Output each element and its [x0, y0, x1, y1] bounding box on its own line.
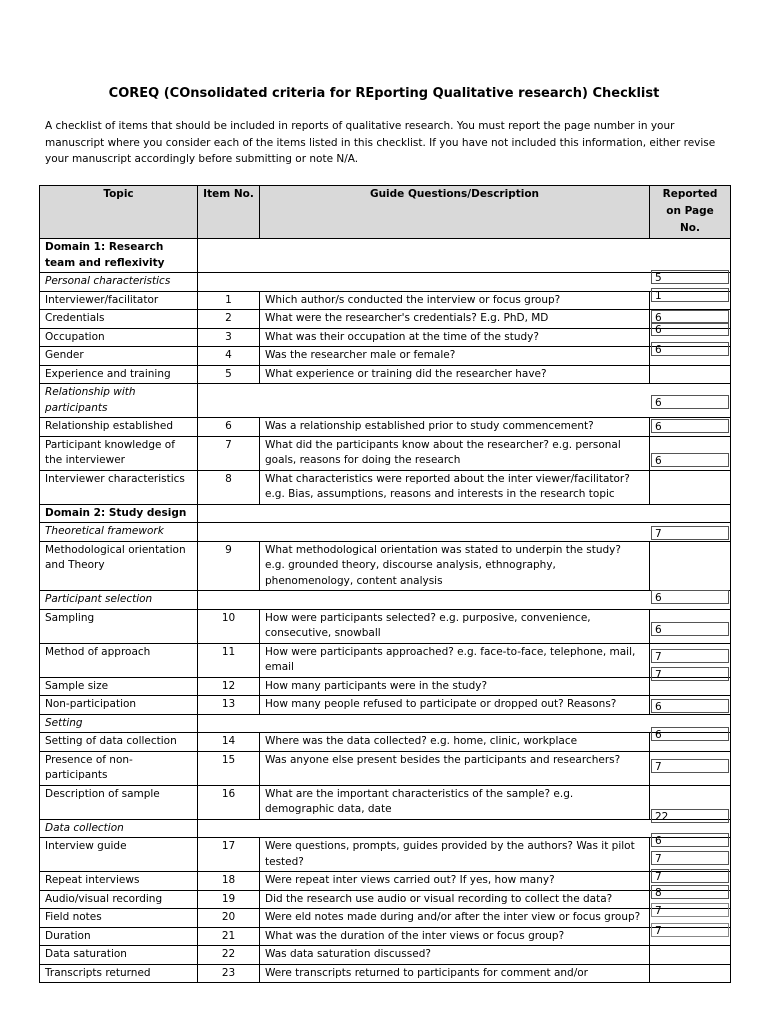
page-number-entry[interactable]: 5 — [651, 270, 729, 284]
page-number-entry[interactable]: 7 — [651, 759, 729, 773]
row-guide-question: Was a relationship established prior to study commencement? — [260, 418, 650, 437]
subsection-heading-row — [40, 819, 731, 838]
table-row — [40, 310, 731, 329]
row-topic: Presence of non-participants — [40, 751, 198, 785]
page-number-entry[interactable]: 7 — [651, 923, 729, 937]
row-guide-question: How were participants selected? e.g. purposive, convenience, consecutive, snowball — [260, 609, 650, 643]
row-guide-question: Were eld notes made during and/or after the inter view or focus group? — [260, 909, 650, 928]
row-item-number: 10 — [198, 609, 260, 643]
row-guide-question: What did the participants know about the researcher? e.g. personal goals, reasons for doing the research — [260, 436, 650, 470]
header-topic: Topic — [40, 186, 198, 239]
row-item-number: 8 — [198, 470, 260, 504]
row-item-number: 5 — [198, 365, 260, 384]
row-item-number: 21 — [198, 927, 260, 946]
table-header-row — [40, 186, 731, 239]
table-row — [40, 609, 731, 643]
row-topic: Setting of data collection — [40, 733, 198, 752]
row-item-number: 1 — [198, 291, 260, 310]
page-number-entry[interactable]: 7 — [651, 649, 729, 663]
table-row — [40, 696, 731, 715]
row-reported-cell — [650, 365, 731, 384]
row-guide-question: What characteristics were reported about the inter viewer/facilitator? e.g. Bias, assumptions, reasons and interests in the research topic — [260, 470, 650, 504]
row-guide-question: Were transcripts returned to participants for comment and/or — [260, 964, 650, 983]
subsection-heading: Relationship with participants — [40, 384, 198, 418]
table-row — [40, 643, 731, 677]
row-guide-question: What are the important characteristics of the sample? e.g. demographic data, date — [260, 785, 650, 819]
page-number-entry[interactable]: 7 — [651, 526, 729, 540]
row-item-number: 2 — [198, 310, 260, 329]
row-topic: Transcripts returned — [40, 964, 198, 983]
page-number-entry[interactable]: 6 — [651, 310, 729, 324]
row-item-number: 19 — [198, 890, 260, 909]
row-topic: Duration — [40, 927, 198, 946]
row-reported-cell — [650, 964, 731, 983]
row-item-number: 12 — [198, 677, 260, 696]
table-row — [40, 872, 731, 891]
row-item-number: 13 — [198, 696, 260, 715]
page-number-entry[interactable]: 6 — [651, 453, 729, 467]
domain-heading-row — [40, 504, 731, 523]
row-reported-cell — [650, 541, 731, 591]
domain-heading: Domain 2: Study design — [40, 504, 198, 523]
table-row — [40, 365, 731, 384]
row-guide-question: Did the research use audio or visual recording to collect the data? — [260, 890, 650, 909]
row-topic: Methodological orientation and Theory — [40, 541, 198, 591]
row-guide-question: How were participants approached? e.g. face-to-face, telephone, mail, email — [260, 643, 650, 677]
row-reported-cell — [650, 946, 731, 965]
row-guide-question: What was their occupation at the time of the study? — [260, 328, 650, 347]
subsection-heading-row — [40, 523, 731, 542]
table-row — [40, 751, 731, 785]
row-item-number: 22 — [198, 946, 260, 965]
row-item-number: 11 — [198, 643, 260, 677]
row-topic: Sample size — [40, 677, 198, 696]
page-number-entry[interactable]: 6 — [651, 395, 729, 409]
row-item-number: 7 — [198, 436, 260, 470]
table-row — [40, 927, 731, 946]
row-item-number: 9 — [198, 541, 260, 591]
row-topic: Participant knowledge of the interviewer — [40, 436, 198, 470]
row-item-number: 14 — [198, 733, 260, 752]
page-number-entry[interactable]: 6 — [651, 322, 729, 336]
table-row — [40, 541, 731, 591]
table-row — [40, 677, 731, 696]
header-reported: Reported on Page No. — [650, 186, 731, 239]
row-guide-question: Were questions, prompts, guides provided by the authors? Was it pilot tested? — [260, 838, 650, 872]
table-row — [40, 436, 731, 470]
row-guide-question: Where was the data collected? e.g. home, clinic, workplace — [260, 733, 650, 752]
intro-paragraph: A checklist of items that should be included in reports of qualitative research. You must report the page number in your manuscript where you consider each of the items listed in this checklist. If you have not included this information, either revise your manuscript accordingly before submitting or note N/A. — [45, 120, 716, 165]
table-row — [40, 328, 731, 347]
row-topic: Audio/visual recording — [40, 890, 198, 909]
row-guide-question: How many people refused to participate or dropped out? Reasons? — [260, 696, 650, 715]
table-row — [40, 964, 731, 983]
domain-heading-row — [40, 239, 731, 273]
subsection-heading: Setting — [40, 714, 198, 733]
row-topic: Method of approach — [40, 643, 198, 677]
row-topic: Interviewer characteristics — [40, 470, 198, 504]
row-guide-question: How many participants were in the study? — [260, 677, 650, 696]
page-number-entry[interactable]: 22 — [651, 809, 729, 823]
table-row — [40, 418, 731, 437]
page-number-entry[interactable]: 8 — [651, 885, 729, 899]
subsection-heading: Participant selection — [40, 591, 198, 610]
row-guide-question: What was the duration of the inter views or focus group? — [260, 927, 650, 946]
page-number-entry[interactable]: 6 — [651, 699, 729, 713]
page-number-entry[interactable]: 1 — [651, 288, 729, 302]
page-number-entry[interactable]: 6 — [651, 590, 729, 604]
coreq-checklist-table — [39, 185, 731, 983]
subsection-heading: Personal characteristics — [40, 273, 198, 292]
header-item: Item No. — [198, 186, 260, 239]
row-topic: Data saturation — [40, 946, 198, 965]
row-topic: Interviewer/facilitator — [40, 291, 198, 310]
row-topic: Gender — [40, 347, 198, 366]
subsection-heading: Data collection — [40, 819, 198, 838]
row-topic: Repeat interviews — [40, 872, 198, 891]
row-item-number: 23 — [198, 964, 260, 983]
row-guide-question: Was the researcher male or female? — [260, 347, 650, 366]
table-row — [40, 785, 731, 819]
row-topic: Occupation — [40, 328, 198, 347]
row-topic: Description of sample — [40, 785, 198, 819]
row-item-number: 18 — [198, 872, 260, 891]
row-item-number: 20 — [198, 909, 260, 928]
table-row — [40, 733, 731, 752]
subsection-heading-row — [40, 591, 731, 610]
heading-spacer-cell — [198, 504, 731, 523]
table-row — [40, 291, 731, 310]
row-topic: Sampling — [40, 609, 198, 643]
row-topic: Field notes — [40, 909, 198, 928]
table-row — [40, 890, 731, 909]
subsection-heading-row — [40, 714, 731, 733]
row-guide-question: Was data saturation discussed? — [260, 946, 650, 965]
page-number-entry[interactable]: 7 — [651, 869, 729, 883]
row-item-number: 16 — [198, 785, 260, 819]
table-row — [40, 909, 731, 928]
row-topic: Credentials — [40, 310, 198, 329]
row-guide-question: What methodological orientation was stated to underpin the study? e.g. grounded theory, discourse analysis, ethnography, phenomenology, content analysis — [260, 541, 650, 591]
page-number-entry[interactable]: 7 — [651, 851, 729, 865]
table-row — [40, 946, 731, 965]
row-item-number: 3 — [198, 328, 260, 347]
subsection-heading-row — [40, 384, 731, 418]
page-number-entry[interactable]: 6 — [651, 419, 729, 433]
header-guide: Guide Questions/Description — [260, 186, 650, 239]
row-topic: Relationship established — [40, 418, 198, 437]
page-number-entry[interactable]: 6 — [651, 727, 729, 741]
table-row — [40, 347, 731, 366]
row-guide-question: Which author/s conducted the interview or focus group? — [260, 291, 650, 310]
page-title: COREQ (COnsolidated criteria for REporting Qualitative research) Checklist — [108, 86, 660, 101]
page-number-entry[interactable]: 6 — [651, 833, 729, 847]
row-topic: Experience and training — [40, 365, 198, 384]
row-guide-question: What experience or training did the researcher have? — [260, 365, 650, 384]
heading-spacer-cell — [198, 239, 731, 273]
table-row — [40, 838, 731, 872]
page-number-entry[interactable]: 7 — [651, 667, 729, 681]
page-number-entry[interactable]: 6 — [651, 622, 729, 636]
row-item-number: 17 — [198, 838, 260, 872]
row-item-number: 15 — [198, 751, 260, 785]
row-topic: Non-participation — [40, 696, 198, 715]
row-guide-question: What were the researcher's credentials? E.g. PhD, MD — [260, 310, 650, 329]
page-number-entry[interactable]: 6 — [651, 342, 729, 356]
subsection-heading-row — [40, 273, 731, 292]
row-guide-question: Were repeat inter views carried out? If yes, how many? — [260, 872, 650, 891]
table-row — [40, 470, 731, 504]
row-item-number: 4 — [198, 347, 260, 366]
row-item-number: 6 — [198, 418, 260, 437]
row-reported-cell — [650, 470, 731, 504]
domain-heading: Domain 1: Research team and reflexivity — [40, 239, 198, 273]
row-topic: Interview guide — [40, 838, 198, 872]
page-number-entry[interactable]: 7 — [651, 903, 729, 917]
row-guide-question: Was anyone else present besides the participants and researchers? — [260, 751, 650, 785]
subsection-heading: Theoretical framework — [40, 523, 198, 542]
